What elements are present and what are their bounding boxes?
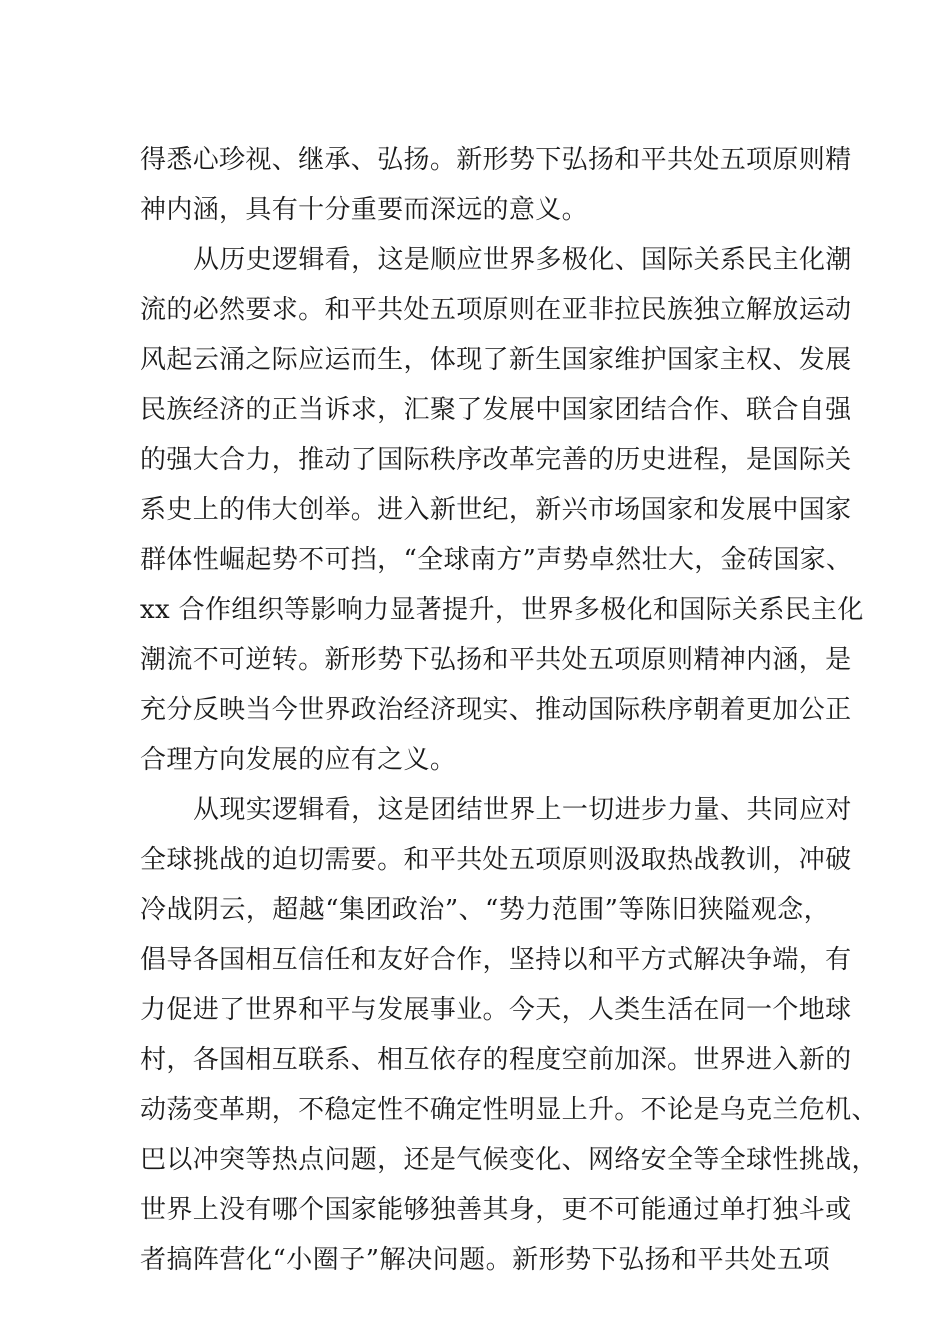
text-line: 群体性崛起势不可挡，“全球南方”声势卓然壮大，金砖国家、	[140, 545, 853, 575]
text-line: xx 合作组织等影响力显著提升，世界多极化和国际关系民主化	[140, 595, 864, 625]
paragraph-first-line: 从现实逻辑看，这是团结世界上一切进步力量、共同应对	[193, 795, 852, 825]
text-line: 村，各国相互联系、相互依存的程度空前加深。世界进入新的	[140, 1045, 852, 1075]
paragraph-first-line: 从历史逻辑看，这是顺应世界多极化、国际关系民主化潮	[193, 245, 852, 275]
text-line: 得悉心珍视、继承、弘扬。新形势下弘扬和平共处五项原则精	[140, 145, 852, 175]
text-line: 潮流不可逆转。新形势下弘扬和平共处五项原则精神内涵，是	[140, 645, 852, 675]
text-line: 冷战阴云，超越“集团政治”、“势力范围”等陈旧狭隘观念，	[140, 895, 830, 925]
text-line: 巴以冲突等热点问题，还是气候变化、网络安全等全球性挑战，	[140, 1145, 878, 1175]
text-line: 风起云涌之际应运而生，体现了新生国家维护国家主权、发展	[140, 345, 852, 375]
text-line: 系史上的伟大创举。进入新世纪，新兴市场国家和发展中国家	[140, 495, 852, 525]
text-line: 充分反映当今世界政治经济现实、推动国际秩序朝着更加公正	[140, 695, 852, 725]
text-line: 民族经济的正当诉求，汇聚了发展中国家团结合作、联合自强	[140, 395, 852, 425]
text-line: 世界上没有哪个国家能够独善其身，更不可能通过单打独斗或	[140, 1195, 852, 1225]
text-line: 力促进了世界和平与发展事业。今天，人类生活在同一个地球	[140, 995, 852, 1025]
text-line: 动荡变革期，不稳定性不确定性明显上升。不论是乌克兰危机、	[140, 1095, 878, 1125]
text-line: 神内涵，具有十分重要而深远的意义。	[140, 195, 588, 225]
text-line: 倡导各国相互信任和友好合作，坚持以和平方式解决争端，有	[140, 945, 852, 975]
text-line: 流的必然要求。和平共处五项原则在亚非拉民族独立解放运动	[140, 295, 852, 325]
text-line: 者搞阵营化“小圈子”解决问题。新形势下弘扬和平共处五项	[140, 1245, 830, 1275]
text-line: 的强大合力，推动了国际秩序改革完善的历史进程，是国际关	[140, 445, 852, 475]
text-line: 合理方向发展的应有之义。	[140, 745, 457, 775]
text-line: 全球挑战的迫切需要。和平共处五项原则汲取热战教训，冲破	[140, 845, 852, 875]
